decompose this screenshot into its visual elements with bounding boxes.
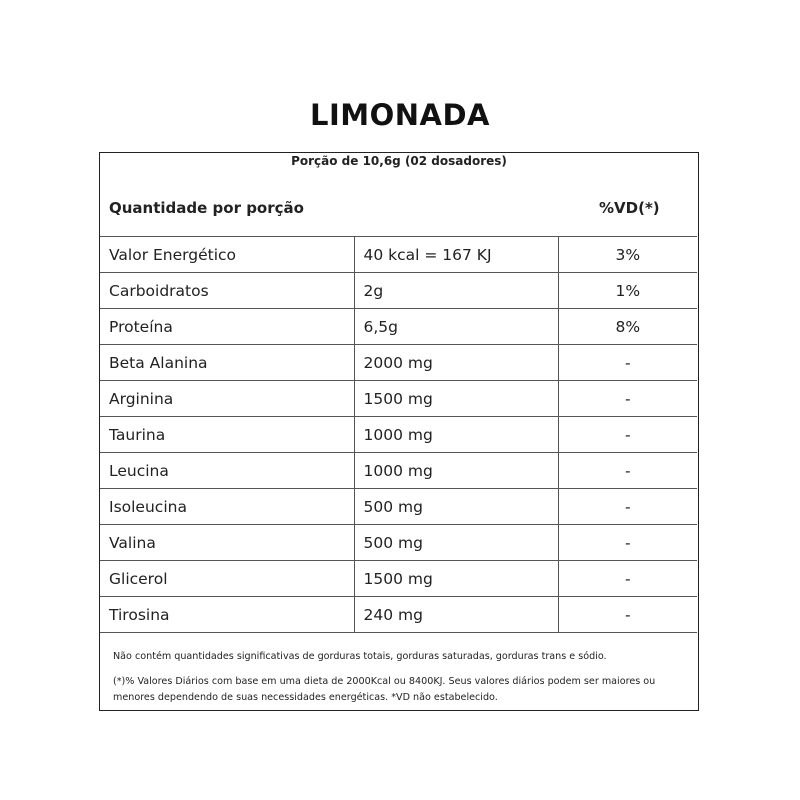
nutrient-amount: 2000 mg bbox=[354, 345, 558, 381]
nutrient-vd: 8% bbox=[558, 309, 697, 345]
table-row bbox=[100, 489, 697, 525]
nutrient-name: Taurina bbox=[100, 417, 354, 453]
nutrient-amount: 1500 mg bbox=[354, 381, 558, 417]
nutrient-vd: - bbox=[558, 345, 697, 381]
nutrient-name: Proteína bbox=[100, 309, 354, 345]
nutrient-name: Beta Alanina bbox=[100, 345, 354, 381]
product-title: LIMONADA bbox=[309, 98, 490, 132]
nutrient-amount: 500 mg bbox=[354, 489, 558, 525]
table-row bbox=[100, 237, 697, 273]
nutrient-vd: - bbox=[558, 417, 697, 453]
table-row bbox=[100, 381, 697, 417]
nutrient-vd: - bbox=[558, 489, 697, 525]
nutrient-amount: 2g bbox=[354, 273, 558, 309]
footnote-not-significant: Não contém quantidades significativas de gorduras totais, gorduras saturadas, gorduras trans e sódio. bbox=[113, 651, 607, 662]
nutrient-name: Valina bbox=[100, 525, 354, 561]
nutrient-name: Glicerol bbox=[100, 561, 354, 597]
table-row bbox=[100, 597, 697, 633]
nutrient-vd: - bbox=[558, 453, 697, 489]
nutrient-vd: - bbox=[558, 561, 697, 597]
nutrient-vd: - bbox=[558, 525, 697, 561]
table-row bbox=[100, 273, 697, 309]
nutrient-vd: - bbox=[558, 381, 697, 417]
nutrient-amount: 6,5g bbox=[354, 309, 558, 345]
header-quantity-per-portion: Quantidade por porção bbox=[109, 199, 304, 217]
nutrient-name: Leucina bbox=[100, 453, 354, 489]
nutrient-name: Carboidratos bbox=[100, 273, 354, 309]
table-row bbox=[100, 309, 697, 345]
footnote-daily-values: (*)% Valores Diários com base em uma dieta de 2000Kcal ou 8400KJ. Seus valores diários podem ser maiores ou menores dependendo de suas necessidades energéticas. *VD não estabelecido. bbox=[113, 676, 656, 703]
table-row bbox=[100, 345, 697, 381]
nutrient-amount: 1000 mg bbox=[354, 417, 558, 453]
nutrient-name: Tirosina bbox=[100, 597, 354, 633]
nutrition-facts-panel bbox=[99, 152, 699, 711]
nutrient-amount: 40 kcal = 167 KJ bbox=[354, 237, 558, 273]
nutrient-name: Valor Energético bbox=[100, 237, 354, 273]
nutrient-amount: 1500 mg bbox=[354, 561, 558, 597]
header-daily-value: %VD(*) bbox=[599, 199, 660, 217]
table-row bbox=[100, 525, 697, 561]
nutrition-table bbox=[100, 236, 697, 633]
portion-size: Porção de 10,6g (02 dosadores) bbox=[291, 154, 507, 168]
nutrient-amount: 1000 mg bbox=[354, 453, 558, 489]
nutrient-vd: 3% bbox=[558, 237, 697, 273]
nutrient-amount: 240 mg bbox=[354, 597, 558, 633]
nutrient-vd: 1% bbox=[558, 273, 697, 309]
table-row bbox=[100, 453, 697, 489]
nutrient-name: Arginina bbox=[100, 381, 354, 417]
table-row bbox=[100, 561, 697, 597]
nutrient-amount: 500 mg bbox=[354, 525, 558, 561]
nutrient-name: Isoleucina bbox=[100, 489, 354, 525]
table-row bbox=[100, 417, 697, 453]
nutrient-vd: - bbox=[558, 597, 697, 633]
